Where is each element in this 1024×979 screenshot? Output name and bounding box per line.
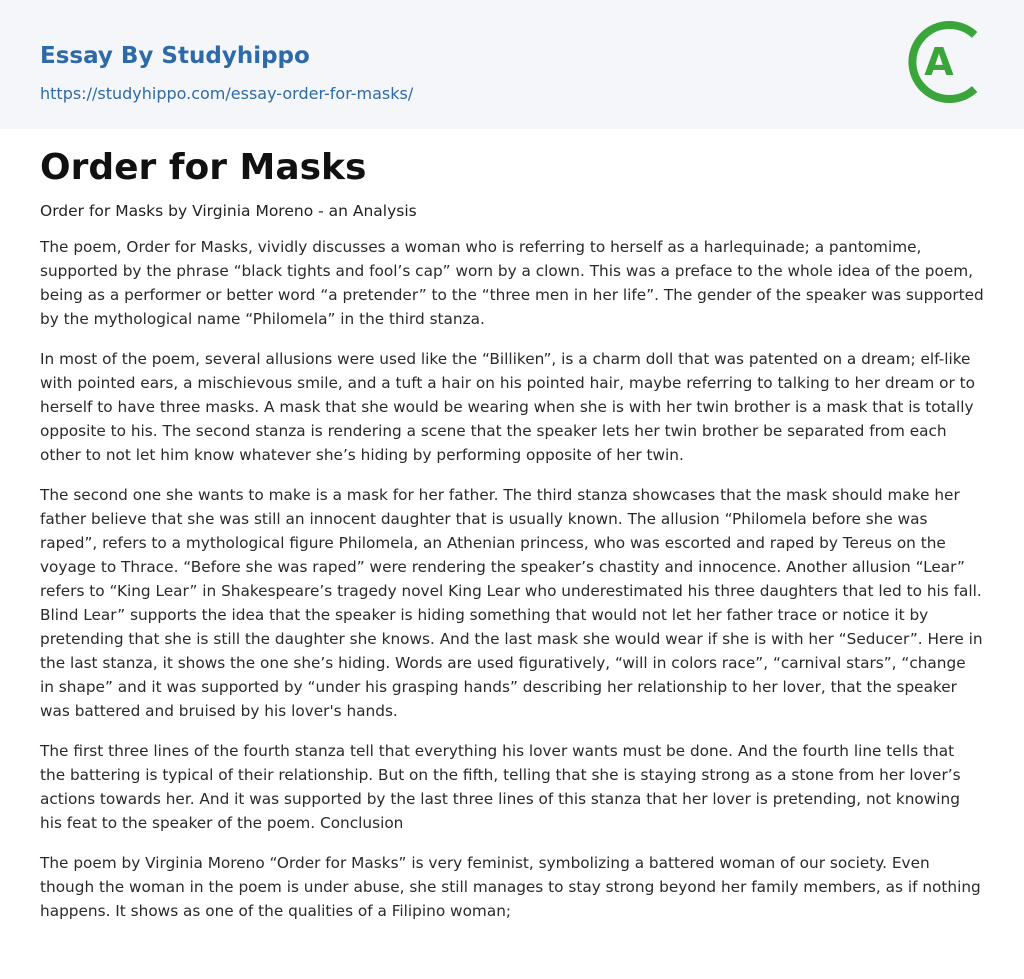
page-url-link[interactable]: https://studyhippo.com/essay-order-for-masks/ <box>40 84 414 103</box>
article-subtitle: Order for Masks by Virginia Moreno - an Analysis <box>40 202 417 220</box>
page-title: Order for Masks <box>40 147 367 188</box>
article-paragraph: In most of the poem, several allusions were used like the “Billiken”, is a charm doll that was patented on a dream; elf-like with pointed ears, a mischievous smile, and a tuft a hair on his pointed hair, maybe referring to talking to her dream or to herself to have three masks. A mask that she would be wearing when she is with her twin brother is a mask that is totally opposite to his. The second stanza is rendering a scene that the speaker lets her twin brother be separated from each other to not let him know whatever she’s hiding by performing opposite of her twin. <box>40 350 975 464</box>
article-paragraph: The second one she wants to make is a mask for her father. The third stanza showcases that the mask should make her father believe that she was still an innocent daughter that is usually known. The allusion “Philomela before she was raped”, refers to a mythological figure Philomela, an Athenian princess, who was escorted and raped by Tereus on the voyage to Thrace. “Before she was raped” were rendering the speaker’s chastity and innocence. Another allusion “Lear” refers to “King Lear” in Shakespeare’s tragedy novel King Lear who underestimated his three daughters that led to his fall. Blind Lear” supports the idea that the speaker is hiding something that would not let her father trace or notice it by pretending that she is still the daughter she knows. And the last mask she would wear if she is with her “Seducer”. Here in the last stanza, it shows the one she’s hiding. Words are used figuratively, “will in colors race”, “carnival stars”, “change in shape” and it was supported by “under his grasping hands” describing her relationship to her lover, that the speaker was battered and bruised by his lover's hands. <box>40 486 983 720</box>
site-header <box>0 0 1024 129</box>
article-paragraph: The poem, Order for Masks, vividly discusses a woman who is referring to herself as a harlequinade; a pantomime, supported by the phrase “black tights and fool’s cap” worn by a clown. This was a preface to the whole idea of the poem, being as a performer or better word “a pretender” to the “three men in her life”. The gender of the speaker was supported by the mythological name “Philomela” in the third stanza. <box>40 238 984 328</box>
site-brand[interactable]: Essay By Studyhippo <box>40 43 310 69</box>
logo-letter: A <box>924 40 954 84</box>
article-paragraph: The first three lines of the fourth stanza tell that everything his lover wants must be done. And the fourth line tells that the battering is typical of their relationship. But on the fifth, telling that she is staying strong as a stone from her lover’s actions towards her. And it was supported by the last three lines of this stanza that her lover is pretending, not knowing his feat to the speaker of the poem. Conclusion <box>40 742 961 832</box>
article-paragraph: The poem by Virginia Moreno “Order for Masks” is very feminist, symbolizing a battered woman of our society. Even though the woman in the poem is under abuse, she still manages to stay strong beyond her family members, as if nothing happens. It shows as one of the qualities of a Filipino woman; <box>40 854 981 920</box>
studyhippo-logo-icon[interactable] <box>906 18 988 106</box>
article <box>40 142 984 923</box>
